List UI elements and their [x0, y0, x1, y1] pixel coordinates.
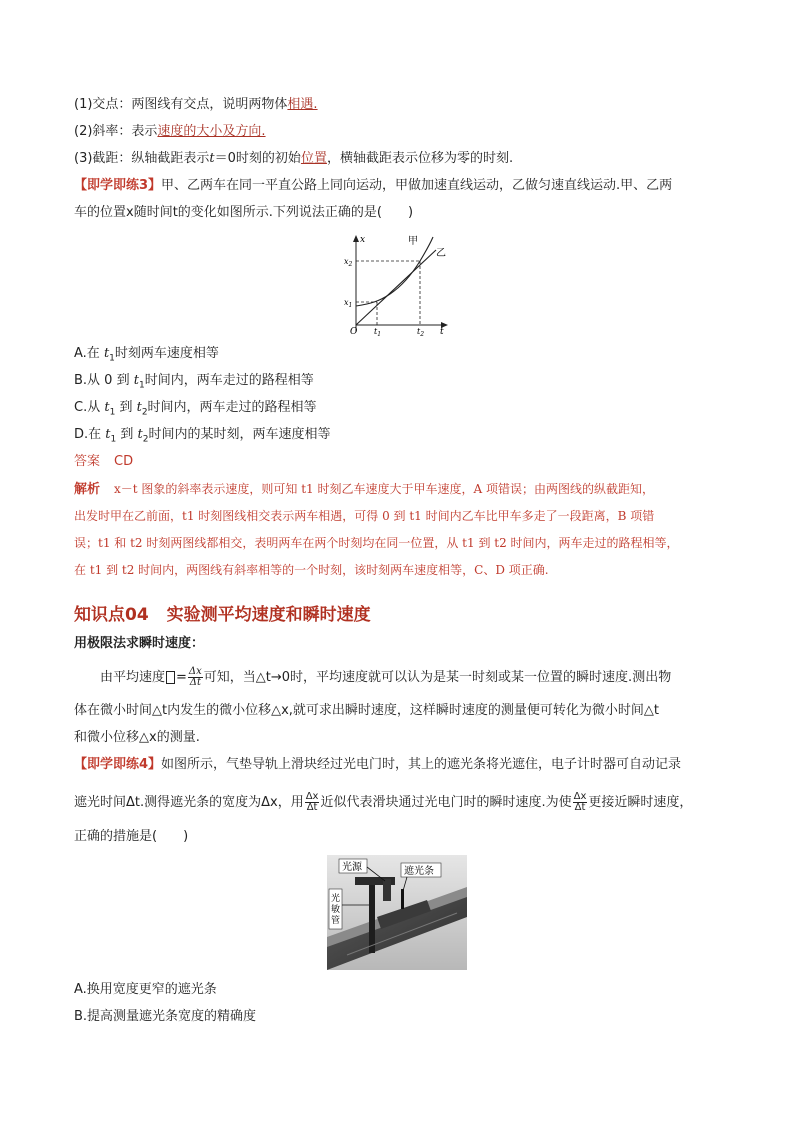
- analysis-text: 误；t1 和 t2 时刻两图线都相交，表明两车在两个时刻均在同一位置，从 t1 到 t2 时间内，两车走过的路程相等，: [74, 536, 679, 550]
- curve-jia: [356, 237, 433, 306]
- answer-label: 答案: [74, 454, 101, 469]
- label-sensor: 光敏管: [331, 894, 341, 926]
- note-underline: 速度的大小及方向.: [157, 124, 266, 139]
- section-para-line1: [100, 667, 671, 688]
- opt-text: 时间内，两车走过的路程相等: [144, 373, 314, 388]
- analysis-text: 出发时甲在乙前面，t1 时刻图线相交表示两车相遇，可得 0 到 t1 时间内乙车比甲车多走了一段距离，B 项错: [74, 509, 655, 523]
- frac-top: Δx: [188, 666, 202, 677]
- gate-post: [369, 883, 375, 953]
- fraction-dx-dt: [305, 792, 320, 813]
- note-text: (1)交点：两图线有交点，说明两物体: [74, 97, 288, 112]
- ex4-option-b: B.提高测量遮光条宽度的精确度: [74, 1009, 257, 1024]
- ex3-option-a: [74, 345, 219, 368]
- frac-top: Δx: [573, 791, 587, 802]
- para-text: =: [176, 670, 187, 685]
- ex3-analysis-line3: [74, 534, 679, 553]
- para-text: 可知，当△t→0时，平均速度就可以认为是某一时刻或某一位置的瞬时速度.测出物: [203, 670, 672, 685]
- label-jia: 甲: [408, 236, 418, 247]
- fraction-dx-dt: [573, 792, 588, 813]
- frac-bottom: Δt: [574, 802, 586, 813]
- ex3-text: 甲、乙两车在同一平直公路上同向运动，甲做加速直线运动，乙做匀速直线运动.甲、乙两: [161, 178, 673, 193]
- label-x1: $x_1$: [344, 298, 353, 309]
- ex3-text: 车的位置x随时间t的变化如图所示.下列说法正确的是( ): [74, 205, 414, 220]
- ex4-text: 更接近瞬时速度，: [588, 795, 693, 810]
- note-intersection: [74, 96, 318, 114]
- opt-text: B.从 0 到: [74, 373, 134, 388]
- answer-value: CD: [114, 454, 134, 469]
- section-heading: [74, 600, 371, 625]
- sub: 1: [109, 407, 116, 418]
- ex3-question-line1: [74, 177, 672, 195]
- ex4-option-a: A.换用宽度更窄的遮光条: [74, 982, 217, 997]
- fraction-dx-dt: [188, 667, 203, 688]
- note-intercept: [74, 150, 513, 168]
- frac-top: Δx: [305, 791, 319, 802]
- opt-text: A.在: [74, 346, 104, 361]
- opt-text: D.在: [74, 427, 106, 442]
- var-t: t: [103, 346, 110, 361]
- para-text: 由平均速度: [100, 670, 166, 685]
- section-subtitle: 用极限法求瞬时速度：: [74, 636, 205, 651]
- sub: 1: [109, 353, 115, 364]
- label-x2: $x_2$: [344, 257, 353, 268]
- var-t: t: [209, 151, 215, 166]
- label-source: 光源: [342, 862, 362, 873]
- analysis-label: 解析: [74, 482, 101, 497]
- label-t2: $t_2$: [417, 327, 425, 338]
- air-track-photo: [327, 855, 467, 970]
- section-para-line3: 和微小位移△x的测量.: [74, 730, 200, 745]
- opt-text: 到: [115, 400, 137, 415]
- sub: 2: [142, 434, 149, 445]
- note-underline: 位置: [300, 151, 327, 166]
- ex4-text: 正确的措施是( ): [74, 829, 189, 844]
- y-axis-arrow: [353, 235, 359, 242]
- note-text: ＝0时刻的初始: [214, 151, 301, 166]
- ex3-option-b: [74, 372, 314, 395]
- opt-text: 时刻两车速度相等: [114, 346, 219, 361]
- ex4-tag: 【即学即练4】: [74, 757, 162, 772]
- ex3-option-c: [74, 399, 317, 422]
- note-slope: [74, 123, 266, 141]
- var-t: t: [136, 400, 142, 415]
- label-strip: 遮光条: [404, 866, 434, 877]
- analysis-text: 在 t1 到 t2 时间内，两图线有斜率相等的一个时刻，该时刻两车速度相等，C、D 项正确.: [74, 563, 549, 577]
- frac-bottom: Δt: [306, 802, 318, 813]
- ex4-question-line3: [74, 828, 188, 846]
- ex3-analysis-line4: [74, 561, 549, 580]
- xt-graph: [340, 232, 452, 338]
- opt-text: 到: [116, 427, 138, 442]
- var-t: t: [104, 400, 110, 415]
- shading-strip: [401, 889, 404, 909]
- ex3-analysis-line1: [74, 480, 654, 499]
- ex4-text: 遮光时间Δt.测得遮光条的宽度为Δx，用: [74, 795, 304, 810]
- ex4-question-line1: [74, 756, 681, 774]
- label-t-axis: t: [440, 327, 444, 337]
- label-yi: 乙: [436, 248, 446, 259]
- label-origin: O: [350, 327, 358, 337]
- ex3-analysis-line2: [74, 507, 654, 526]
- sub: 2: [141, 407, 148, 418]
- var-t: t: [137, 427, 143, 442]
- note-text: (2)斜率：表示: [74, 124, 158, 139]
- sub: 1: [110, 434, 117, 445]
- opt-text: 时间内的某时刻，两车速度相等: [148, 427, 331, 442]
- var-t: t: [133, 373, 139, 388]
- light-source: [383, 879, 391, 901]
- opt-text: 时间内，两车走过的路程相等: [147, 400, 317, 415]
- ex3-question-line2: [74, 204, 413, 222]
- label-x-axis: x: [360, 235, 366, 245]
- section-title: 实验测平均速度和瞬时速度: [166, 605, 371, 625]
- ex3-tag: 【即学即练3】: [74, 178, 162, 193]
- ex4-question-line2: [74, 792, 692, 813]
- note-text: (3)截距：纵轴截距表示: [74, 151, 210, 166]
- section-number: 知识点04: [74, 605, 149, 625]
- section-para-line2: 体在微小时间△t内发生的微小位移△x,就可求出瞬时速度，这样瞬时速度的测量便可转化为微小时间△t: [74, 703, 660, 718]
- analysis-text: x－t 图象的斜率表示速度，则可知 t1 时刻乙车速度大于甲车速度，A 项错误；由两图线的纵截距知，: [114, 482, 654, 496]
- ex4-text: 如图所示，气垫导轨上滑块经过光电门时，其上的遮光条将光遮住，电子计时器可自动记录: [161, 757, 682, 772]
- v-bar-symbol: [166, 671, 175, 684]
- ex3-option-d: [74, 426, 331, 449]
- var-t: t: [105, 427, 111, 442]
- label-t1: $t_1$: [374, 327, 382, 338]
- ex3-answer: [74, 453, 133, 471]
- frac-bottom: Δt: [189, 677, 201, 688]
- opt-text: C.从: [74, 400, 105, 415]
- note-underline: 相遇.: [287, 97, 318, 112]
- note-text: ，横轴截距表示位移为零的时刻.: [326, 151, 514, 166]
- sub: 1: [138, 380, 145, 391]
- ex4-text: 近似代表滑块通过光电门时的瞬时速度.为使: [320, 795, 572, 810]
